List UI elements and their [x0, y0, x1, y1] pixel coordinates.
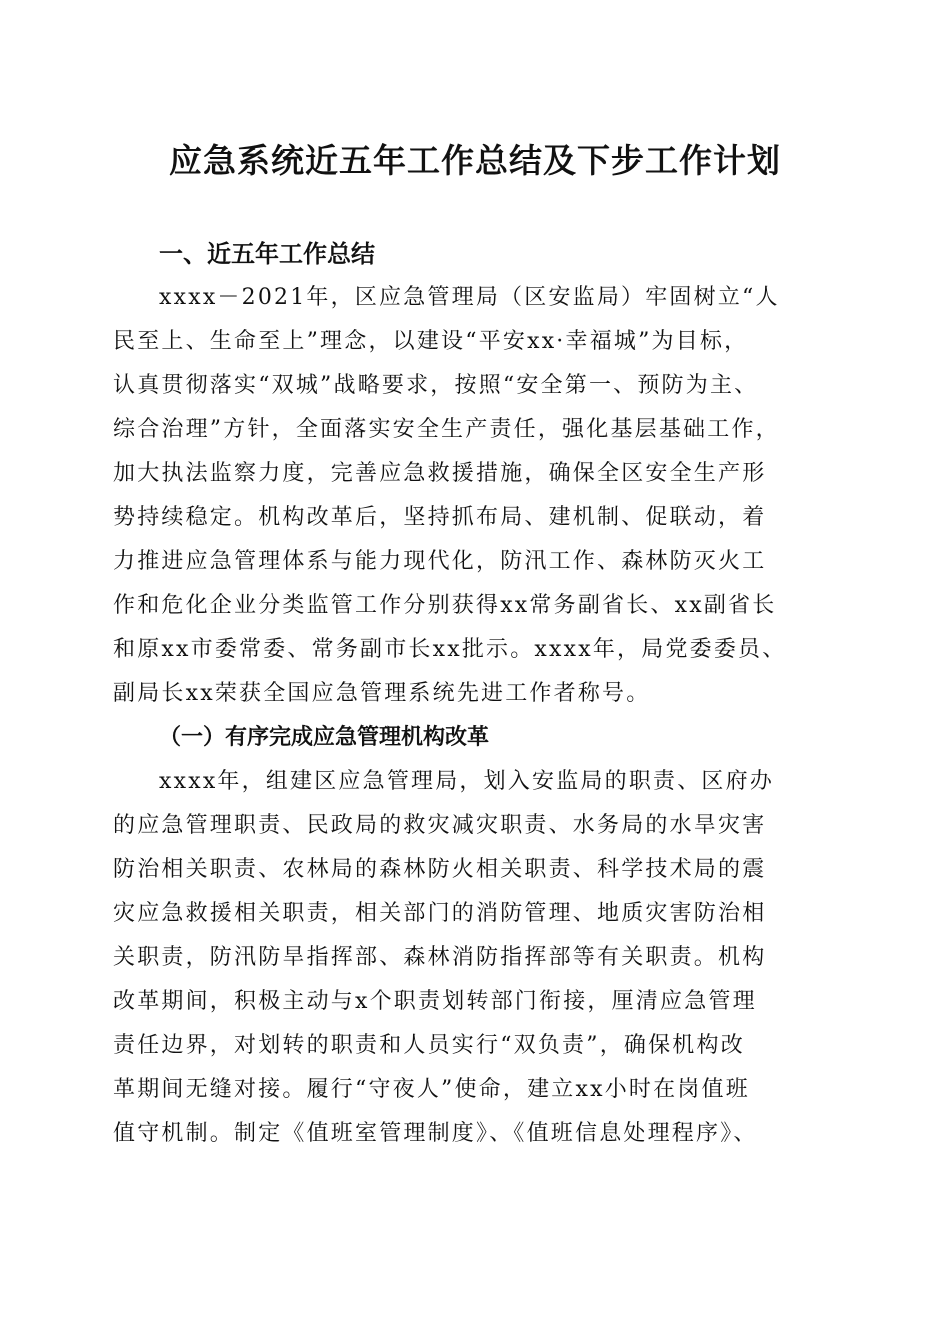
text-line: 力推进应急管理体系与能力现代化，防汛工作、森林防灭火工	[113, 549, 767, 574]
text-line: 灾应急救援相关职责，相关部门的消防管理、地质灾害防治相	[113, 901, 767, 926]
paragraph-reform	[113, 760, 843, 1156]
text-line: 革期间无缝对接。履行“守夜人”使命，建立xx小时在岗值班	[113, 1077, 750, 1102]
text-line: 势持续稳定。机构改革后，坚持抓布局、建机制、促联动，着	[113, 505, 767, 530]
text-line: 民至上、生命至上”理念，以建设“平安xx·幸福城”为目标，	[113, 329, 749, 354]
text-line: 认真贯彻落实“双城”战略要求，按照“安全第一、预防为主、	[113, 373, 759, 398]
text-line: 综合治理”方针，全面落实安全生产责任，强化基层基础工作，	[113, 417, 780, 442]
text-line: xxxx－2021年，区应急管理局（区安监局）牢固树立“人	[159, 285, 780, 310]
text-line: 改革期间，积极主动与x个职责划转部门衔接，厘清应急管理	[113, 989, 757, 1014]
text-line: 关职责，防汛防旱指挥部、森林消防指挥部等有关职责。机构	[113, 945, 767, 970]
text-line: 责任边界，对划转的职责和人员实行“双负责”，确保机构改	[113, 1033, 745, 1058]
text-line: 和原xx市委常委、常务副市长xx批示。xxxx年，局党委委员、	[113, 637, 787, 662]
text-line: xxxx年，组建区应急管理局，划入安监局的职责、区府办	[159, 769, 775, 794]
subsection-heading: （一）有序完成应急管理机构改革	[159, 725, 490, 750]
document-body	[113, 232, 843, 1156]
paragraph-summary	[113, 276, 843, 716]
text-line: 防治相关职责、农林局的森林防火相关职责、科学技术局的震	[113, 857, 767, 882]
text-line: 值守机制。制定《值班室管理制度》、《值班信息处理程序》、	[113, 1121, 758, 1146]
text-line: 的应急管理职责、民政局的救灾减灾职责、水务局的水旱灾害	[113, 813, 767, 838]
text-line: 副局长xx荣获全国应急管理系统先进工作者称号。	[113, 681, 651, 706]
document-title: 应急系统近五年工作总结及下步工作计划	[169, 141, 781, 180]
section-heading: 一、近五年工作总结	[159, 240, 375, 268]
text-line: 作和危化企业分类监管工作分别获得xx常务副省长、xx副省长	[113, 593, 777, 618]
text-line: 加大执法监察力度，完善应急救援措施，确保全区安全生产形	[113, 461, 767, 486]
